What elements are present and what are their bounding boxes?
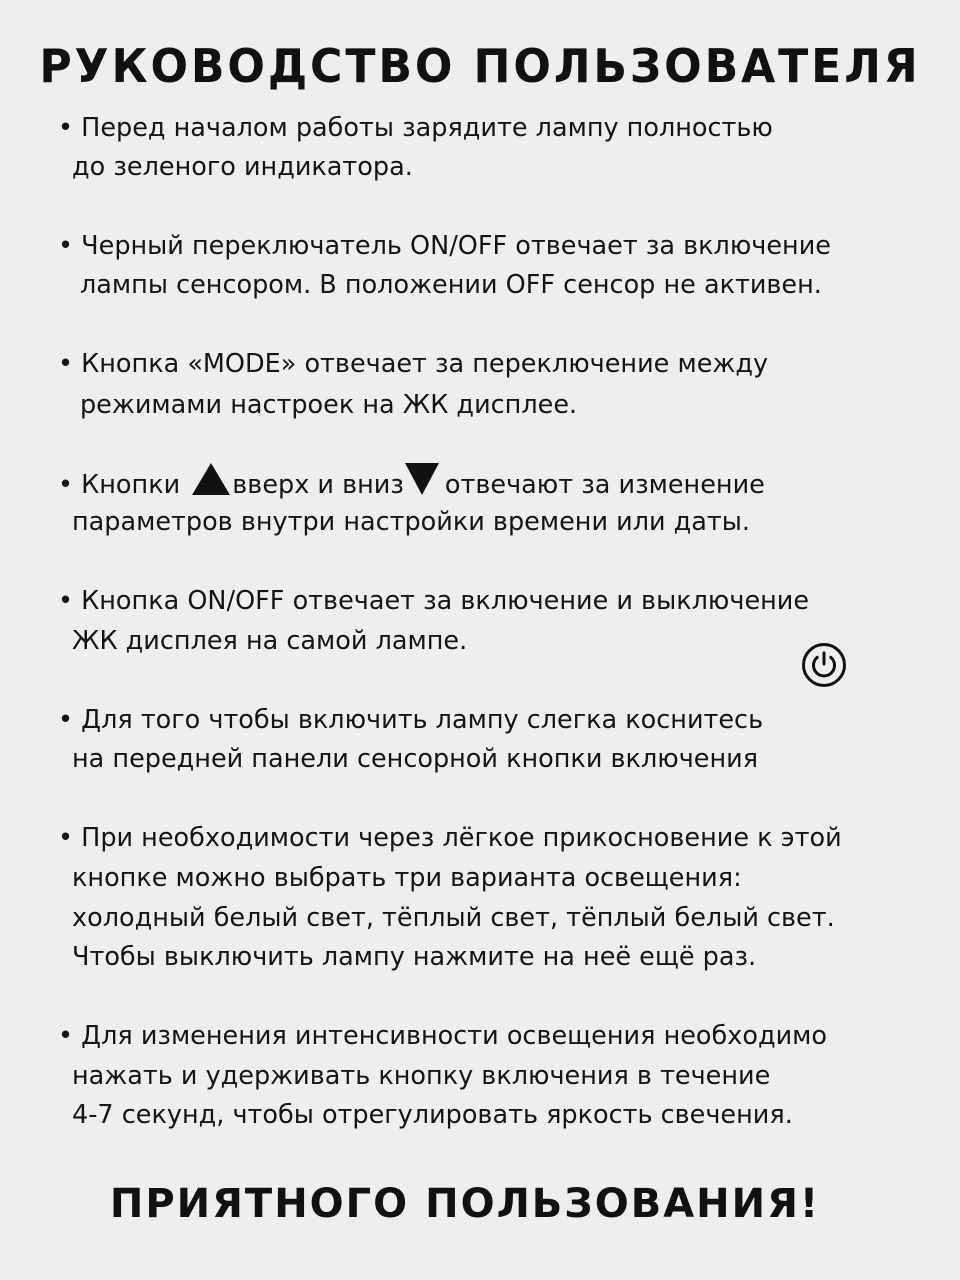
item-5-line-1: • Кнопка ON/OFF отвечает за включение и выключение xyxy=(58,586,810,616)
triangle-up-icon xyxy=(192,463,230,495)
item-1-line-1: • Перед началом работы зарядите лампу полностью xyxy=(58,113,773,143)
item-4-line-2: параметров внутри настройки времени или даты. xyxy=(72,507,751,537)
item-8-line-3: 4-7 секунд, чтобы отрегулировать яркость свечения. xyxy=(72,1100,793,1130)
item-4-line-1 xyxy=(58,463,765,505)
item-8-line-2: нажать и удерживать кнопку включения в течение xyxy=(72,1061,771,1091)
item-6-line-2: на передней панели сенсорной кнопки включения xyxy=(72,744,759,774)
item-7-line-4: Чтобы выключить лампу нажмите на неё ещё раз. xyxy=(72,942,757,972)
item-1-line-2: до зеленого индикатора. xyxy=(72,152,413,182)
item-5-line-2: ЖК дисплея на самой лампе. xyxy=(72,626,468,656)
item-4-suffix: отвечают за изменение xyxy=(444,470,765,500)
power-icon xyxy=(801,642,847,688)
item-7-line-2: кнопке можно выбрать три варианта освещения: xyxy=(72,863,742,893)
item-8-line-1: • Для изменения интенсивности освещения необходимо xyxy=(58,1021,827,1051)
item-4-middle: вверх и вниз xyxy=(232,470,404,500)
item-3-line-2: режимами настроек на ЖК дисплее. xyxy=(80,390,578,420)
triangle-down-icon xyxy=(405,463,439,495)
footer-text: ПРИЯТНОГО ПОЛЬЗОВАНИЯ! xyxy=(109,1181,821,1227)
item-3-line-1: • Кнопка «MODE» отвечает за переключение между xyxy=(58,349,769,379)
item-2-line-1: • Черный переключатель ON/OFF отвечает за включение xyxy=(58,231,831,261)
page-title: РУКОВОДСТВО ПОЛЬЗОВАТЕЛЯ xyxy=(39,39,921,93)
item-7-line-1: • При необходимости через лёгкое прикосновение к этой xyxy=(58,823,842,853)
item-7-line-3: холодный белый свет, тёплый свет, тёплый белый свет. xyxy=(72,903,835,933)
item-4-prefix: • Кнопки xyxy=(58,470,181,500)
item-6-line-1: • Для того чтобы включить лампу слегка коснитесь xyxy=(58,705,764,735)
item-2-line-2: лампы сенсором. В положении OFF сенсор не активен. xyxy=(80,270,822,300)
